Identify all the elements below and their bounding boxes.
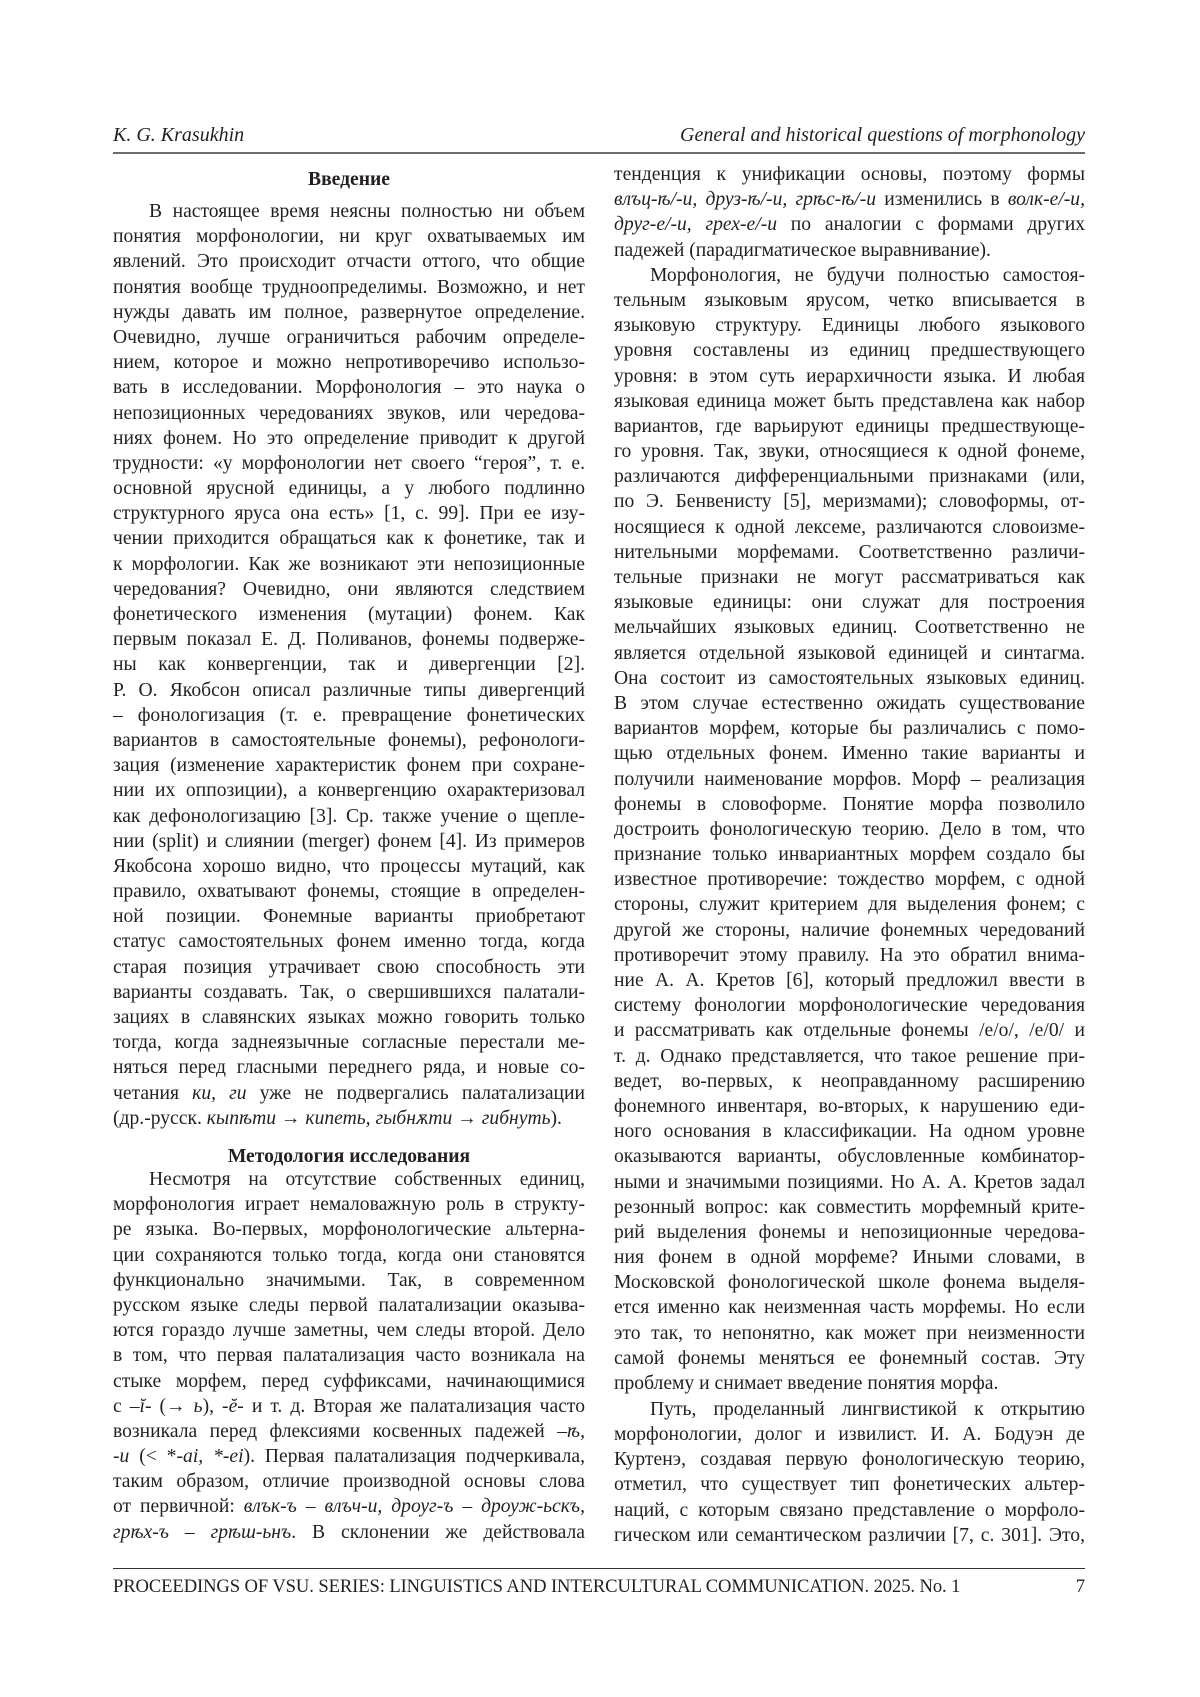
text-segment: ).: [550, 1107, 562, 1129]
text-line: первым показал Е. Д. Поливанов, фонемы подверже-: [113, 629, 585, 651]
italic-example: -и: [113, 1446, 130, 1468]
header-divider: [113, 152, 1085, 154]
text-line: уровня: в этом суть иерархичности языка. И любая: [614, 365, 1085, 387]
text-line: является отдельной языковой единицей и синтагма.: [614, 642, 1085, 664]
text-line: достроить фонологическую теорию. Дело в том, что: [614, 818, 1085, 840]
text-line: и рассматривать как отдельные фонемы /е/о/, /е/0/ и: [614, 1020, 1085, 1042]
text-line: т. д. Однако представляется, что такое решение при-: [614, 1045, 1085, 1067]
text-line: самой фонемы меняться ее фонемный состав. Эту: [614, 1347, 1085, 1369]
text-line: ны как конвергенции, так и дивергенции [2].: [113, 654, 585, 676]
text-line: языковые единицы: они служат для построения: [614, 592, 1085, 614]
section-heading-methodology: Методология исследования: [227, 1146, 471, 1167]
section-heading-introduction: Введение: [308, 169, 390, 190]
text-line: тельным языковым ярусом, четко вписывается в: [614, 289, 1085, 311]
italic-example: влък-ъ – влъч-и, дроуг-ъ – дроуж-ьскъ,: [243, 1496, 585, 1518]
text-line: вать в исследовании. Морфонология – это наука о: [113, 377, 585, 399]
text-line: наций, с которым связано представление о морфоло-: [614, 1499, 1085, 1521]
text-line: варианты создавать. Так, о свершившихся палатали-: [113, 981, 585, 1003]
text-line: как дефонологизацию [3]. Ср. также учение о щепле-: [113, 805, 585, 827]
text-line: ниях фонем. Но это определение приводит к другой: [113, 427, 585, 449]
text-line: ния фонем в одной морфеме? Иными словами, в: [614, 1247, 1085, 1269]
italic-example: друг-е/-и, грех-е/-и: [614, 214, 778, 236]
text-line: го уровня. Так, звуки, относящиеся к одной фонеме,: [614, 441, 1085, 463]
text-line: нужды давать им полное, развернутое определение.: [113, 301, 585, 323]
text-segment: и т. д. Вторая же палатализация часто: [243, 1395, 585, 1417]
text-line: систему фонологии морфонологические чередования: [614, 995, 1085, 1017]
text-line: Она состоит из самостоятельных языковых единиц.: [614, 667, 1085, 689]
italic-example: ки, ги: [192, 1082, 247, 1104]
text-line: Несмотря на отсутствие собственных единиц,: [149, 1169, 585, 1190]
text-line: [113, 1419, 585, 1444]
text-line: фонемного инвентаря, во-вторых, к нарушению еди-: [614, 1095, 1085, 1117]
text-line: тогда, когда заднеязычные согласные перестали ме-: [113, 1032, 585, 1054]
text-line: получили наименование морфов. Морф – реализация: [614, 768, 1085, 790]
footer-divider: [113, 1568, 1085, 1569]
text-line: носящиеся к одной лексеме, различаются словоизме-: [614, 516, 1085, 538]
italic-example: волк-е/-и,: [1007, 189, 1085, 211]
text-line: проблему и снимает введение понятия морфа.: [614, 1373, 999, 1395]
text-segment: возникала перед флексиями косвенных падежей: [113, 1420, 558, 1442]
text-line: стороны, служит критерием для выделения фонем; с: [614, 894, 1085, 916]
text-line: вариантов в самостоятельные фонемы), рефонологи-: [113, 729, 585, 751]
text-line: Якобсона хорошо видно, что процессы мутаций, как: [113, 855, 585, 877]
text-line: ными и значимыми позициями. Но А. А. Кретов задал: [614, 1171, 1085, 1193]
text-line: Р. О. Якобсон описал различные типы дивергенций: [113, 679, 585, 701]
journal-footer: PROCEEDINGS OF VSU. SERIES: LINGUISTICS AND INTERCULTURAL COMMUNICATION. 2025. No. 1: [113, 1576, 961, 1597]
paragraph-history: [614, 1397, 1085, 1548]
text-line: явлений. Это происходит отчасти оттого, что общие: [113, 251, 585, 273]
text-line: тельные признаки не могут рассматриваться как: [614, 567, 1085, 589]
text-line: по Э. Бенвенисту [5], меризмами); словоформы, от-: [614, 491, 1085, 513]
text-line: функционально значимыми. Так, в современном: [113, 1269, 585, 1291]
text-line: Московской фонологической школе фонема выделя-: [614, 1272, 1085, 1294]
text-line: признание только инвариантных морфем создало бы: [614, 844, 1085, 866]
text-line: фонемы в словоформе. Понятие морфа позволило: [614, 793, 1085, 815]
text-line: другой же стороны, наличие фонемных чередований: [614, 919, 1085, 941]
paragraph-introduction: [113, 199, 585, 1131]
text-line: русском языке следы первой палатализации оказыва-: [113, 1294, 585, 1316]
text-line: [614, 187, 1085, 212]
text-line: оказываются варианты, обусловленные комбинатор-: [614, 1146, 1085, 1168]
text-line: ется именно как неизменная часть морфемы. Но если: [614, 1297, 1085, 1319]
running-header-author: K. G. Krasukhin: [113, 124, 245, 146]
italic-example: ь: [193, 1395, 203, 1417]
page-number: 7: [1075, 1576, 1085, 1597]
text-line: – фонологизация (т. е. превращение фонетических: [113, 704, 585, 726]
text-line: правило, охватывают фонемы, стоящие в определен-: [113, 881, 585, 903]
text-segment: четания: [113, 1082, 193, 1104]
italic-example: влъц-ѣ/-и, друз-ѣ/-и, грѣс-ѣ/-и: [614, 189, 877, 211]
text-line: резонный вопрос: как совместить морфемный крите-: [614, 1196, 1085, 1218]
text-line: структурного яруса она есть» [1, с. 99]. При ее изу-: [113, 503, 585, 525]
text-line: [113, 1106, 585, 1131]
text-line: понятия морфонологии, ни круг охватываемых им: [113, 226, 585, 248]
text-segment: по аналогии с формами других: [777, 214, 1086, 236]
text-line: ние А. А. Кретов [6], который предложил ввести в: [614, 970, 1085, 992]
italic-example: ai, *-ei: [183, 1446, 244, 1468]
text-line: ции сохраняются только тогда, когда они становятся: [113, 1244, 585, 1266]
text-line: отметил, что существует тип фонетических альтер-: [614, 1474, 1085, 1496]
text-segment: от первичной:: [113, 1496, 244, 1518]
text-line: стыке морфем, перед суффиксами, начинающимися: [113, 1370, 585, 1392]
text-segment: изменились в: [876, 189, 1008, 211]
text-line: [113, 1520, 585, 1545]
text-line: противоречит этому правилу. На это обратил внима-: [614, 944, 1085, 966]
text-line: [113, 1394, 585, 1419]
text-line: непозиционных чередованиях звуков, или чередова-: [113, 402, 585, 424]
text-segment: ),: [202, 1395, 223, 1417]
italic-example: –ĭ-: [129, 1395, 152, 1417]
text-line: нительными морфемами. Соответственно различи-: [614, 541, 1085, 563]
text-line: нии (split) и слиянии (merger) фонем [4]. Из примеров: [113, 830, 585, 852]
text-line: ного основания в классификации. На одном уровне: [614, 1121, 1085, 1143]
text-segment: . В склонении же действовала: [291, 1521, 585, 1543]
text-line: чении приходится обращаться как к фонетике, так и: [113, 528, 585, 550]
text-line: [113, 1081, 585, 1106]
text-line: В этом случае естественно ожидать существование: [614, 692, 1085, 714]
text-line: различаются дифференциальными признаками (или,: [614, 466, 1085, 488]
text-line: [113, 1494, 585, 1519]
text-line: основной ярусной единицы, а у любого подлинно: [113, 478, 585, 500]
paragraph-methodology: [113, 1167, 585, 1545]
text-line: тенденция к унификации основы, поэтому формы: [614, 164, 1085, 185]
text-line: падежей (парадигматическое выравнивание).: [614, 239, 991, 261]
text-line: фонетического изменения (мутации) фонем. Как: [113, 604, 585, 625]
text-line: к морфологии. Как же возникают эти непозиционные: [113, 553, 585, 575]
text-line: [614, 212, 1085, 237]
text-line: Морфонология, не будучи полностью самостоя-: [650, 264, 1085, 286]
text-line: гическом или семантическом различии [7, с. 301]. Это,: [614, 1524, 1085, 1546]
text-segment: (< *-: [129, 1446, 184, 1468]
text-line: чередования? Очевидно, они являются следствием: [113, 578, 585, 600]
text-line: языковую структуру. Единицы любого языкового: [614, 315, 1085, 337]
text-line: трудности: «у морфонологии нет своего “героя”, т. е.: [113, 452, 585, 474]
italic-example: –ѣ,: [557, 1420, 585, 1442]
text-segment: ). Первая палатализация подчеркивала,: [243, 1446, 586, 1468]
text-line: морфонология играет немаловажную роль в структу-: [113, 1194, 585, 1216]
paragraph-morphonology-level: [614, 263, 1085, 1396]
italic-example: кыпѣти → кипеть, гыбнѫти → гибнуть: [206, 1107, 551, 1129]
text-line: ведет, во-первых, к неоправданному расширению: [614, 1070, 1085, 1092]
text-line: это так, то непонятно, как может при неизменности: [614, 1322, 1085, 1344]
text-line: ре языка. Во-первых, морфонологические альтерна-: [113, 1219, 585, 1241]
text-line: вариантов, где варьируют единицы предшествующе-: [614, 415, 1085, 437]
text-line: няться перед гласными переднего ряда, и новые со-: [113, 1057, 585, 1079]
text-line: морфонологии, долог и извилист. И. А. Бодуэн де: [614, 1423, 1085, 1445]
text-line: зация (изменение характеристик фонем при сохране-: [113, 755, 585, 777]
italic-example: грѣх-ъ – грѣш-ьнъ: [113, 1521, 292, 1543]
text-segment: (др.-русск.: [113, 1107, 207, 1129]
text-line: вариантов морфем, которые бы различались с помо-: [614, 718, 1085, 740]
text-line: щью отдельных фонем. Именно такие варианты и: [614, 743, 1085, 765]
text-line: таким образом, отличие производной основы слова: [113, 1471, 585, 1493]
text-line: старая позиция утрачивает свою способность эти: [113, 956, 585, 978]
text-line: ются гораздо лучше заметны, чем следы второй. Дело: [113, 1320, 585, 1342]
text-line: статус самостоятельных фонем именно тогда, когда: [113, 931, 585, 953]
text-line: известное противоречие: тождество морфем, с одной: [614, 869, 1085, 891]
text-line: уровня составлены из единиц предшествующего: [614, 340, 1085, 362]
text-line: В настоящее время неясны полностью ни объем: [149, 201, 585, 222]
text-line: ной позиции. Фонемные варианты приобретают: [113, 906, 585, 928]
running-header-title: General and historical questions of morphonology: [680, 124, 1085, 146]
paragraph-continued: [614, 162, 1085, 263]
text-line: Путь, проделанный лингвистикой к открытию: [650, 1398, 1085, 1420]
text-segment: с: [113, 1395, 130, 1417]
text-line: языковая единица может быть представлена как набор: [614, 390, 1085, 412]
text-line: нии их оппозиции), а конвергенцию охарактеризовал: [113, 780, 585, 802]
text-line: [113, 1444, 585, 1469]
text-line: Очевидно, лучше ограничиться рабочим определе-: [113, 326, 585, 348]
text-segment: (→: [151, 1395, 194, 1417]
text-line: в том, что первая палатализация часто возникала на: [113, 1345, 585, 1367]
text-line: рий выделения фонемы и непозиционные чередова-: [614, 1221, 1085, 1243]
text-line: мельчайших языковых единиц. Соответственно не: [614, 617, 1085, 639]
text-line: нием, которое и можно непротиворечиво использо-: [113, 352, 585, 374]
text-line: понятия вообще трудноопределимы. Возможно, и нет: [113, 276, 585, 298]
text-segment: уже не подвергались палатализации: [246, 1082, 586, 1104]
text-line: зациях в славянских языках можно говорить только: [113, 1007, 585, 1028]
italic-example: -ĕ-: [222, 1395, 244, 1417]
text-line: Куртенэ, создавая первую фонологическую теорию,: [614, 1449, 1085, 1471]
